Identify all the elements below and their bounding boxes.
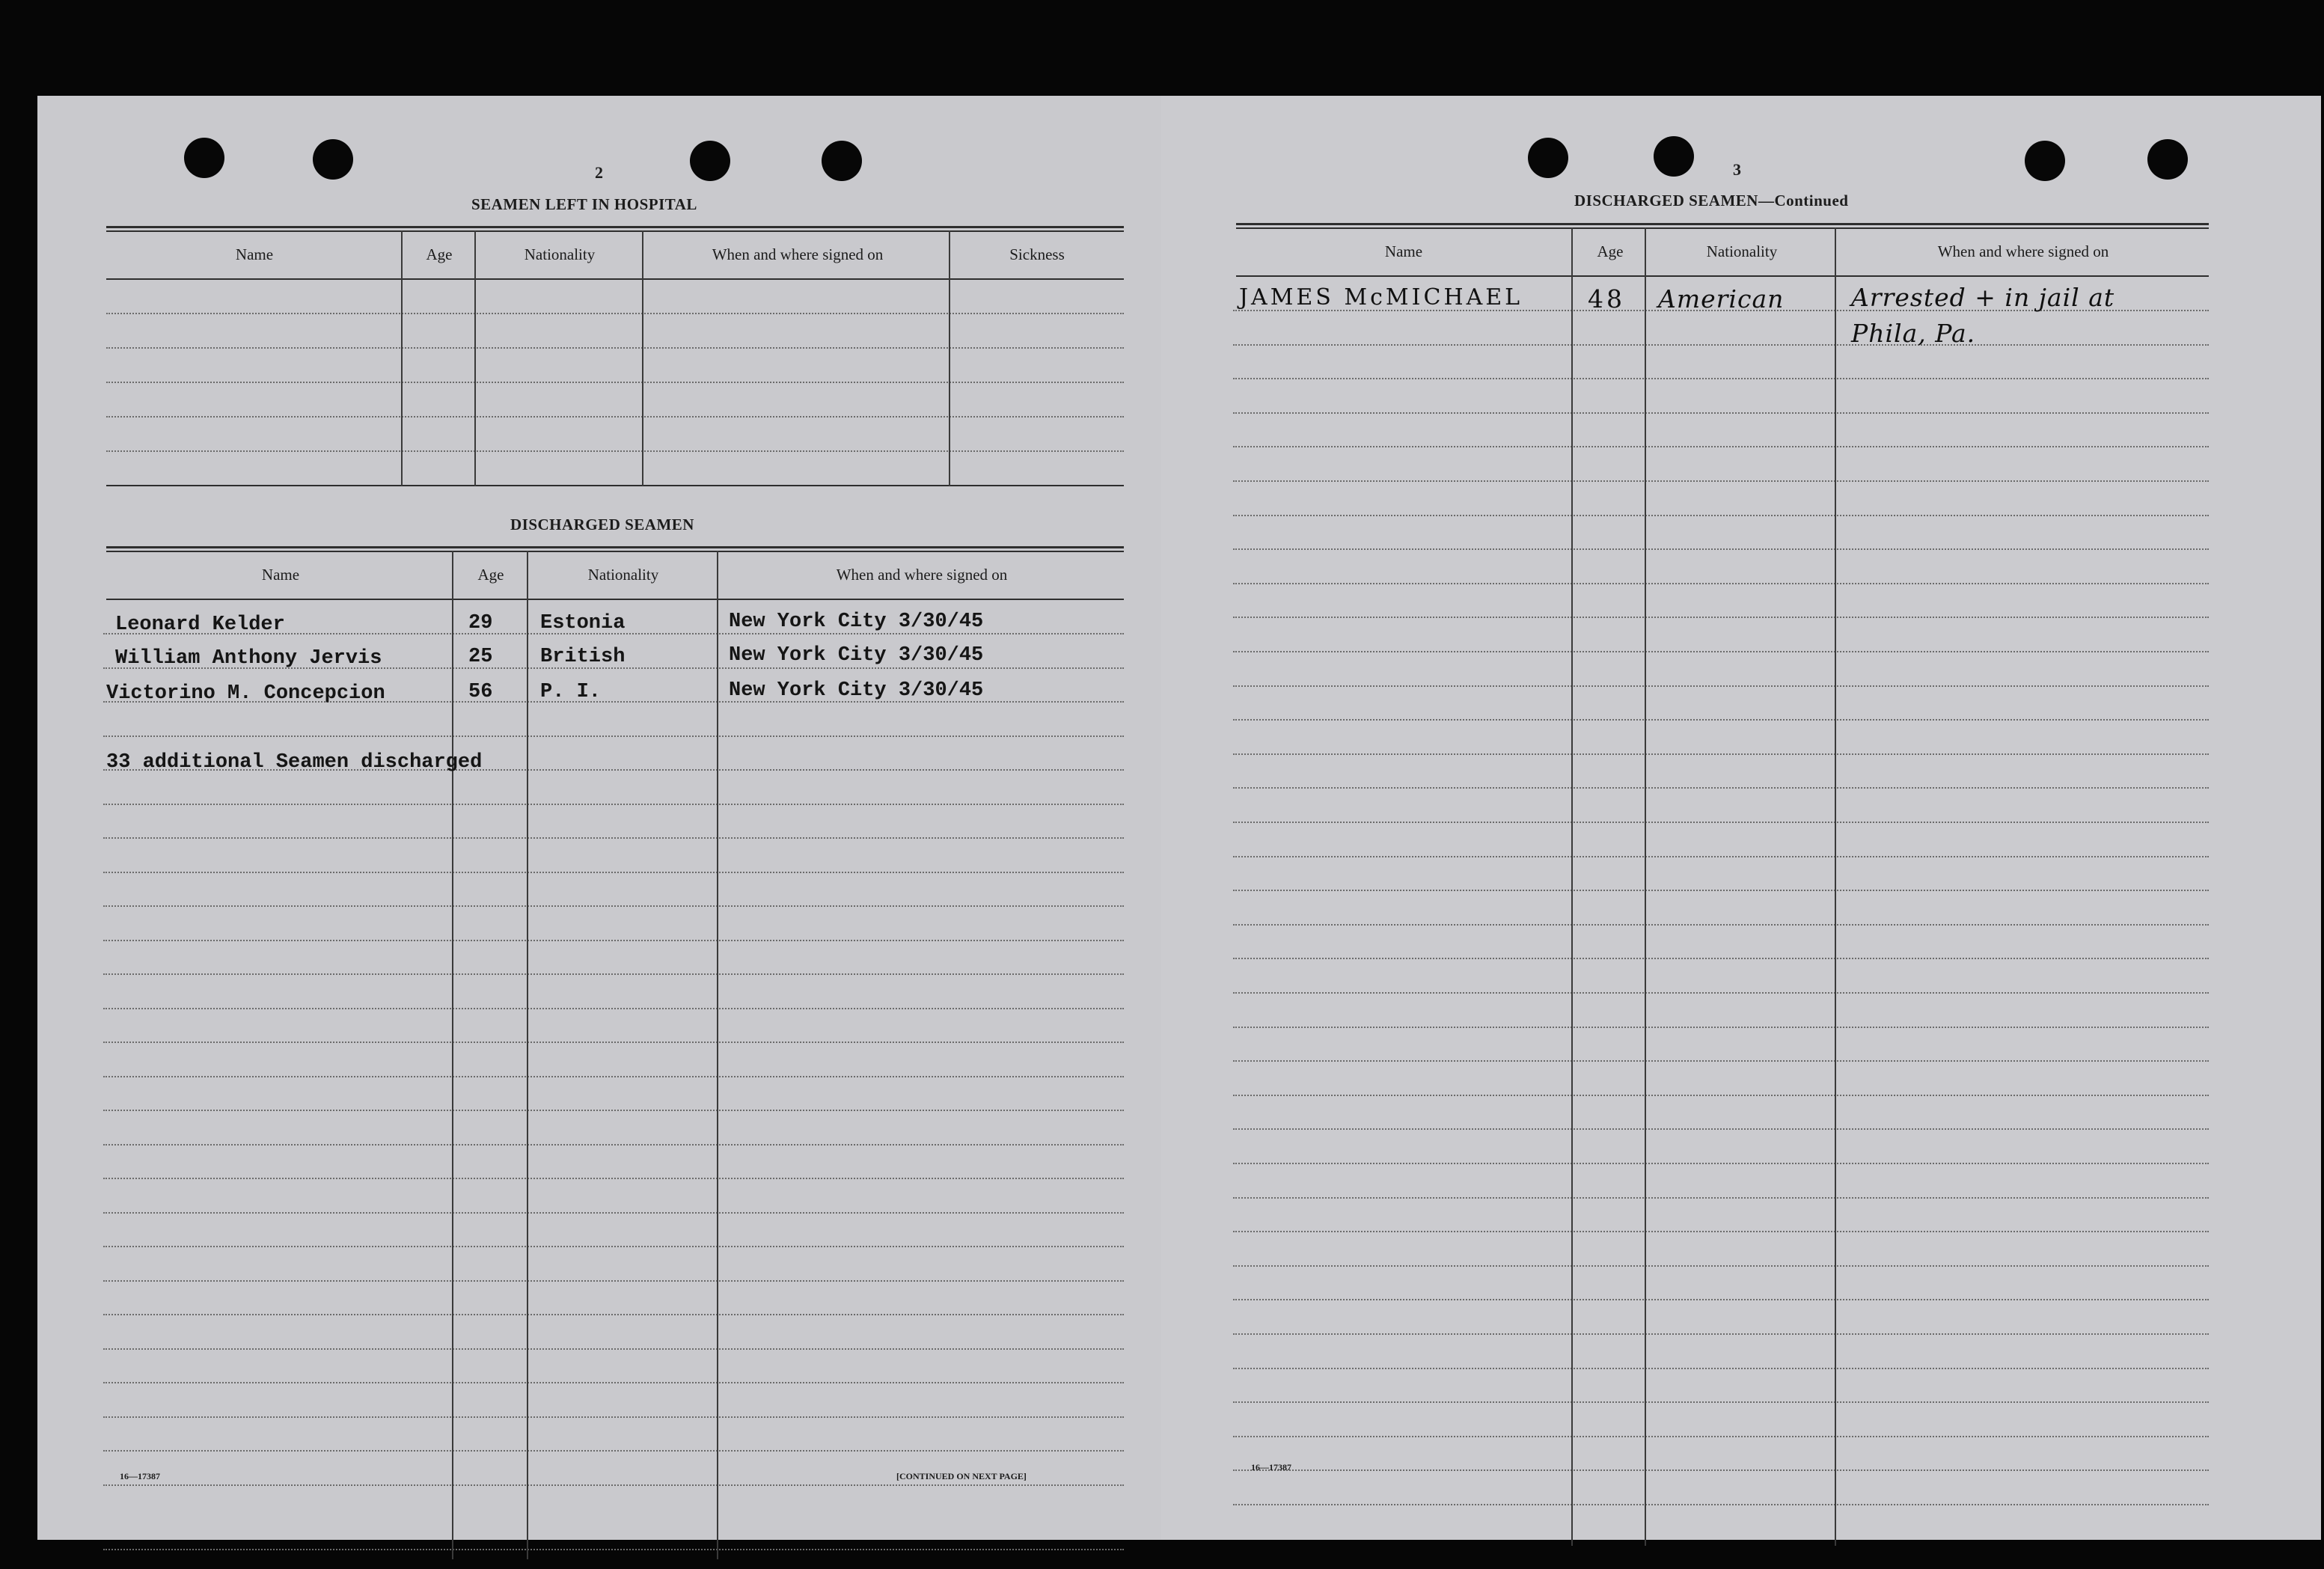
ruled-line xyxy=(1233,787,2209,789)
column-header-name: Name xyxy=(261,566,300,584)
ruled-line xyxy=(1233,1095,2209,1096)
ruled-line xyxy=(103,1280,1124,1282)
seaman-nationality: P. I. xyxy=(540,681,602,703)
punch-hole xyxy=(2025,141,2065,181)
column-header-name: Name xyxy=(235,245,274,263)
additional-note: 33 additional Seamen discharged xyxy=(106,751,483,774)
ruled-line xyxy=(1233,1333,2209,1335)
ruled-line xyxy=(1233,753,2209,755)
ruled-line xyxy=(1233,822,2209,823)
seaman-nationality: Estonia xyxy=(540,612,626,634)
ruled-line xyxy=(1233,651,2209,652)
left-page xyxy=(37,96,1175,1540)
ruled-line xyxy=(1233,1128,2209,1130)
ruled-line xyxy=(1233,617,2209,618)
ruled-line xyxy=(1233,446,2209,447)
ruled-line xyxy=(1233,1436,2209,1437)
ruled-line xyxy=(1233,344,2209,346)
seaman-signed-on-line2: Phila, Pa. xyxy=(1851,319,1976,348)
ruled-line xyxy=(1233,719,2209,721)
seaman-name: Leonard Kelder xyxy=(115,614,285,636)
seaman-signed-on: New York City 3/30/45 xyxy=(729,611,984,633)
ruled-line xyxy=(1233,1401,2209,1403)
seaman-name: William Anthony Jervis xyxy=(115,647,382,670)
seaman-age: 56 xyxy=(468,681,493,703)
punch-hole xyxy=(822,141,862,181)
ruled-line xyxy=(1233,1163,2209,1164)
ruled-line xyxy=(103,1314,1124,1315)
ruled-line xyxy=(103,1042,1124,1043)
ruled-line xyxy=(103,735,1124,737)
ruled-line xyxy=(1233,1265,2209,1267)
ruled-line xyxy=(1233,958,2209,959)
column-header-age: Age xyxy=(426,245,453,263)
ruled-line xyxy=(1233,992,2209,994)
form-number: 16—17387 xyxy=(1251,1462,1291,1472)
column-header-signed-on: When and where signed on xyxy=(836,566,1008,584)
seaman-nationality: British xyxy=(540,646,626,668)
ruled-line xyxy=(103,837,1124,839)
ruled-line xyxy=(1233,583,2209,584)
ruled-line xyxy=(1233,685,2209,687)
page-number: 2 xyxy=(595,163,603,182)
punch-hole xyxy=(1528,138,1568,178)
page-title xyxy=(1574,192,1848,210)
ruled-line xyxy=(103,1144,1124,1146)
ruled-line xyxy=(1233,1469,2209,1471)
ruled-line xyxy=(1233,1197,2209,1199)
punch-hole xyxy=(313,139,353,180)
title-continued: —Continued xyxy=(1758,192,1849,209)
continued-note: [CONTINUED ON NEXT PAGE] xyxy=(896,1471,1027,1481)
ruled-line xyxy=(103,940,1124,941)
ruled-line xyxy=(1233,1368,2209,1369)
seaman-signed-on: Arrested + in jail at xyxy=(1851,283,2115,312)
column-header-signed-on: When and where signed on xyxy=(1937,242,2109,260)
punch-hole xyxy=(1654,136,1694,177)
column-header-nationality: Nationality xyxy=(1706,242,1778,260)
ruled-line xyxy=(1233,856,2209,857)
ruled-line xyxy=(103,1008,1124,1009)
ruled-line xyxy=(103,1416,1124,1418)
ruled-line xyxy=(1233,1231,2209,1232)
punch-hole xyxy=(184,138,224,178)
ruled-line xyxy=(1233,480,2209,482)
ruled-line xyxy=(103,1382,1124,1383)
ruled-line xyxy=(1233,1299,2209,1300)
ruled-line xyxy=(103,1076,1124,1077)
ruled-line xyxy=(103,804,1124,805)
seaman-signed-on: New York City 3/30/45 xyxy=(729,644,984,667)
column-header-signed-on: When and where signed on xyxy=(712,245,884,263)
hospital-section-title: SEAMEN LEFT IN HOSPITAL xyxy=(471,195,697,213)
ruled-line xyxy=(1233,1504,2209,1505)
ruled-line xyxy=(1233,1027,2209,1028)
form-number: 16—17387 xyxy=(120,1471,160,1481)
ruled-line xyxy=(103,1178,1124,1179)
page-number: 3 xyxy=(1733,160,1741,179)
column-header-age: Age xyxy=(1597,242,1624,260)
ruled-line xyxy=(103,1246,1124,1247)
seaman-nationality: American xyxy=(1658,284,1785,314)
column-header-nationality: Nationality xyxy=(524,245,596,263)
punch-hole xyxy=(690,141,730,181)
ruled-line xyxy=(103,905,1124,907)
column-header-sickness: Sickness xyxy=(1009,245,1065,263)
column-header-name: Name xyxy=(1384,242,1423,260)
ruled-line xyxy=(1233,412,2209,414)
ruled-line xyxy=(103,1450,1124,1452)
ruled-line xyxy=(103,872,1124,873)
ruled-line xyxy=(1233,548,2209,550)
seaman-name: JAMES McMICHAEL xyxy=(1239,284,1523,311)
title-main: DISCHARGED SEAMEN xyxy=(1574,192,1758,209)
right-page xyxy=(1161,96,2321,1540)
ruled-line xyxy=(1233,515,2209,516)
seaman-age: 29 xyxy=(468,612,493,634)
ruled-line xyxy=(103,1549,1124,1550)
ruled-line xyxy=(103,1348,1124,1350)
seaman-age: 48 xyxy=(1588,284,1625,314)
ruled-line xyxy=(1233,378,2209,379)
ruled-line xyxy=(103,1110,1124,1111)
column-header-nationality: Nationality xyxy=(587,566,659,584)
seaman-signed-on: New York City 3/30/45 xyxy=(729,679,984,702)
seaman-name: Victorino M. Concepcion xyxy=(106,682,385,705)
punch-hole xyxy=(2147,139,2188,180)
ruled-line xyxy=(1233,924,2209,926)
ruled-line xyxy=(1233,890,2209,891)
column-header-age: Age xyxy=(477,566,504,584)
ruled-line xyxy=(103,1484,1124,1486)
ruled-line xyxy=(103,1212,1124,1214)
seaman-age: 25 xyxy=(468,646,493,668)
discharged-section-title: DISCHARGED SEAMEN xyxy=(510,516,694,533)
ruled-line xyxy=(103,973,1124,975)
ruled-line xyxy=(1233,1060,2209,1062)
